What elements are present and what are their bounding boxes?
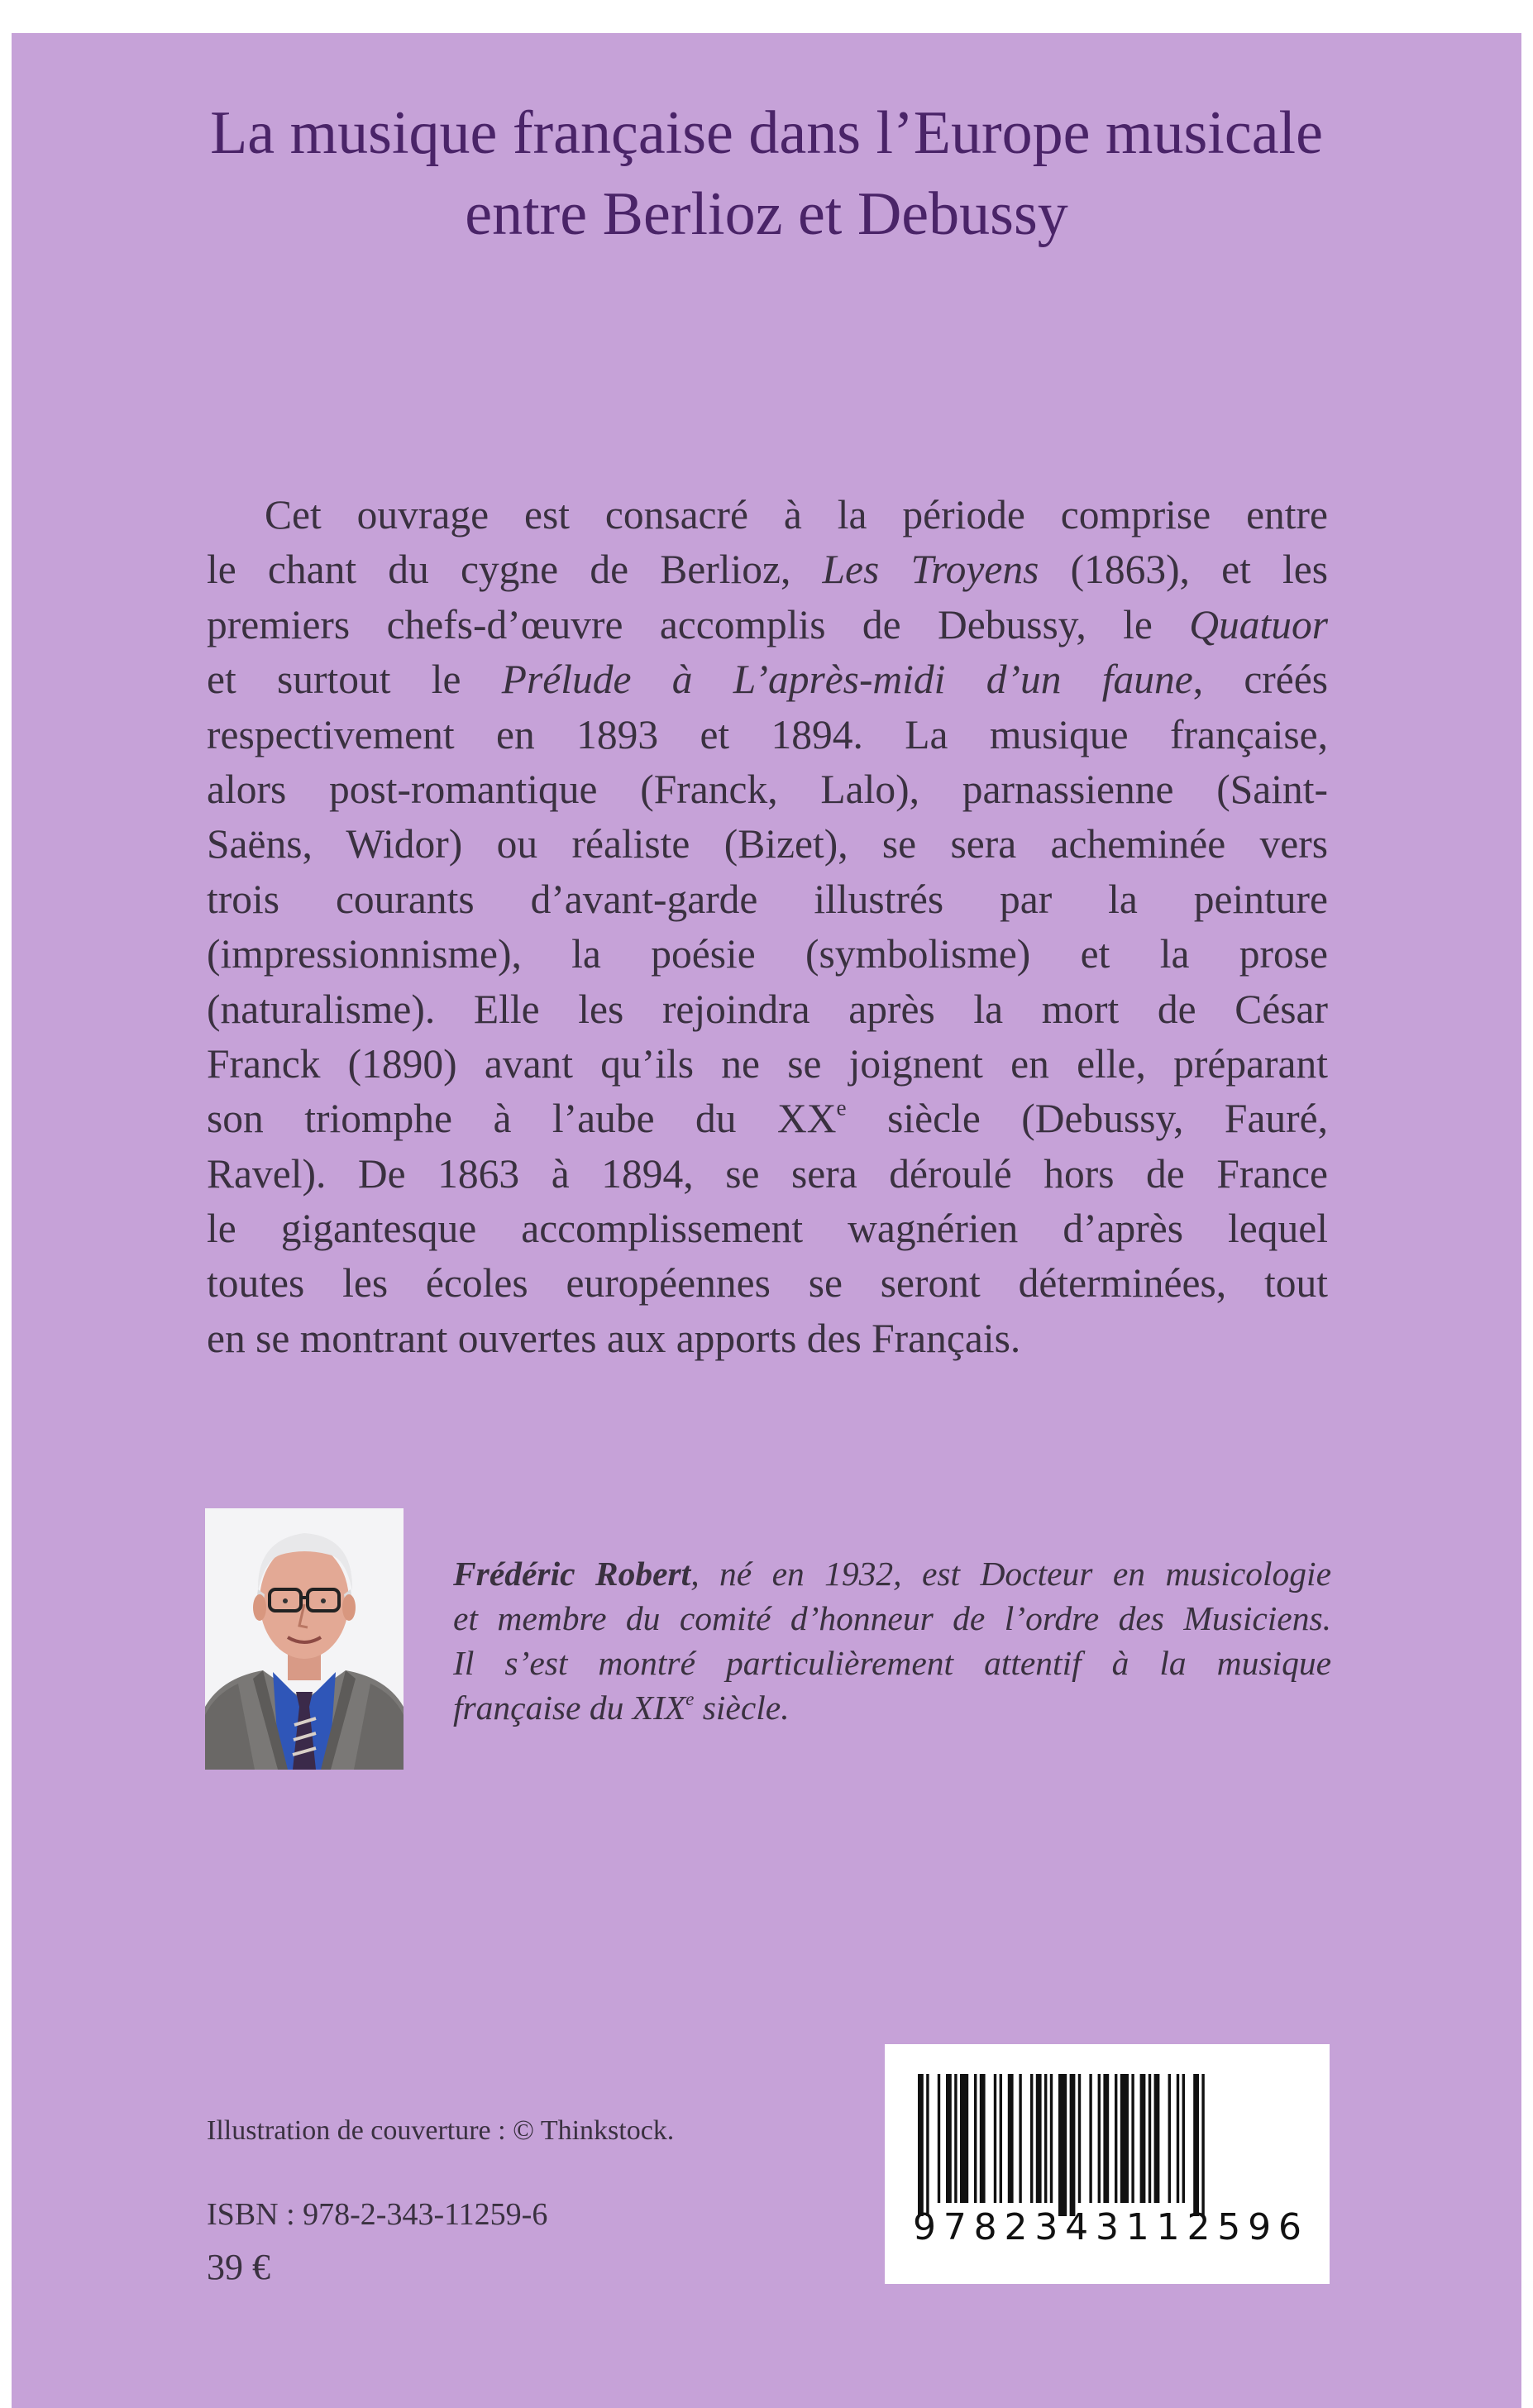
summary-line: son triomphe à l’aube du XXe siècle (Debussy, Fauré, [207, 1095, 1328, 1142]
bio-line: française du XIXe siècle. [453, 1688, 790, 1727]
barcode-bar [974, 2074, 977, 2203]
price: 39 € [207, 2247, 270, 2287]
barcode-number [910, 2206, 1305, 2248]
barcode-digit: 1 [1156, 2206, 1180, 2248]
barcode-bar [1140, 2074, 1146, 2203]
barcode-bar [1036, 2074, 1042, 2203]
summary-line: Saëns, Widor) ou réaliste (Bizet), se sera acheminée vers [207, 821, 1328, 867]
barcode-bar [1120, 2074, 1129, 2203]
barcode-digit: 9 [1248, 2206, 1272, 2248]
summary-line: en se montrant ouvertes aux apports des Français. [207, 1315, 1021, 1361]
barcode-bar [1030, 2074, 1033, 2203]
barcode-digit: 2 [1004, 2206, 1028, 2248]
summary-line: Franck (1890) avant qu’ils ne se joignent en elle, préparant [207, 1040, 1328, 1087]
barcode-bar [1103, 2074, 1109, 2203]
barcode-bar [918, 2074, 924, 2216]
barcode-bar [1149, 2074, 1151, 2203]
title-line-1: La musique française dans l’Europe musicale [210, 99, 1323, 167]
barcode-digit: 3 [1095, 2206, 1119, 2248]
barcode-bar [1019, 2074, 1021, 2203]
author-name: Frédéric Robert [453, 1555, 691, 1593]
barcode-bar [954, 2074, 957, 2203]
book-title [0, 93, 1533, 255]
barcode-digit: 7 [943, 2206, 967, 2248]
barcode-bar [994, 2074, 996, 2203]
barcode-bar [1182, 2074, 1185, 2203]
work-title-quatuor: Quatuor [1189, 601, 1328, 647]
barcode-bar [1098, 2074, 1101, 2203]
barcode-bar [1131, 2074, 1134, 2203]
isbn: ISBN : 978-2-343-11259-6 [207, 2197, 548, 2232]
barcode-bar [1201, 2074, 1204, 2216]
barcode-digit: 1 [1125, 2206, 1149, 2248]
summary-line: et surtout le Prélude à L’après-midi d’un faune, créés [207, 657, 1328, 703]
barcode-bar [1070, 2074, 1076, 2216]
barcode-digit: 2 [1187, 2206, 1211, 2248]
bio-line: et membre du comité d’honneur de l’ordre des Musiciens. [453, 1599, 1331, 1637]
barcode-bar [1089, 2074, 1091, 2203]
barcode-bar [1168, 2074, 1171, 2203]
barcode-digit: 6 [1278, 2206, 1301, 2248]
title-line-2: entre Berlioz et Debussy [465, 180, 1068, 248]
summary-line: Ravel). De 1863 à 1894, se sera déroulé hors de France [207, 1150, 1328, 1197]
barcode-bar [1058, 2074, 1067, 2216]
barcode-bar [1044, 2074, 1047, 2203]
barcode-bar [960, 2074, 968, 2203]
barcode-digit: 3 [1034, 2206, 1058, 2248]
bio-line: Frédéric Robert, né en 1932, est Docteur en musicologie [453, 1555, 1331, 1593]
summary-line: le gigantesque accomplissement wagnérien d’après lequel [207, 1206, 1328, 1252]
barcode-digit: 9 [913, 2206, 936, 2248]
barcode-bar [1078, 2074, 1081, 2203]
barcode [885, 2044, 1330, 2284]
summary-line: (naturalisme). Elle les rejoindra après la mort de César [207, 986, 1328, 1032]
author-portrait-illustration [205, 1508, 404, 1770]
barcode-digit: 5 [1217, 2206, 1241, 2248]
cover-credit: Illustration de couverture : © Thinkstock. [207, 2115, 675, 2146]
summary-paragraph [207, 488, 1328, 1366]
work-title-les-troyens: Les Troyens [822, 547, 1039, 593]
barcode-bar [1193, 2074, 1199, 2216]
barcode-bar [938, 2074, 940, 2203]
author-photo [205, 1508, 404, 1770]
barcode-bar [1008, 2074, 1014, 2203]
bio-line: Il s’est montré particulièrement attentif à la musique [453, 1644, 1331, 1682]
barcode-digit: 4 [1065, 2206, 1089, 2248]
barcode-bar [946, 2074, 952, 2203]
barcode-bar [1050, 2074, 1053, 2203]
author-bio [453, 1551, 1331, 1730]
summary-line: premiers chefs-d’œuvre accomplis de Debussy, le Quatuor [207, 601, 1328, 647]
barcode-bar [1154, 2074, 1160, 2203]
summary-line: Cet ouvrage est consacré à la période comprise entre [265, 492, 1328, 538]
summary-line: respectivement en 1893 et 1894. La musique française, [207, 711, 1328, 757]
barcode-bar [1000, 2074, 1002, 2203]
summary-line: alors post-romantique (Franck, Lalo), parnassienne (Saint- [207, 766, 1328, 812]
barcode-bar [1177, 2074, 1179, 2203]
work-title-prelude: Prélude à L’après-midi d’un faune [501, 657, 1193, 703]
summary-line: trois courants d’avant-garde illustrés par la peinture [207, 876, 1328, 922]
summary-line: le chant du cygne de Berlioz, Les Troyens (1863), et les [207, 547, 1329, 593]
barcode-bar [926, 2074, 929, 2216]
barcode-bar [1115, 2074, 1117, 2203]
barcode-bar [980, 2074, 986, 2203]
barcode-digit: 8 [973, 2206, 997, 2248]
summary-line: toutes les écoles européennes se seront déterminées, tout [207, 1260, 1328, 1307]
summary-line: (impressionnisme), la poésie (symbolisme) et la prose [207, 931, 1328, 977]
